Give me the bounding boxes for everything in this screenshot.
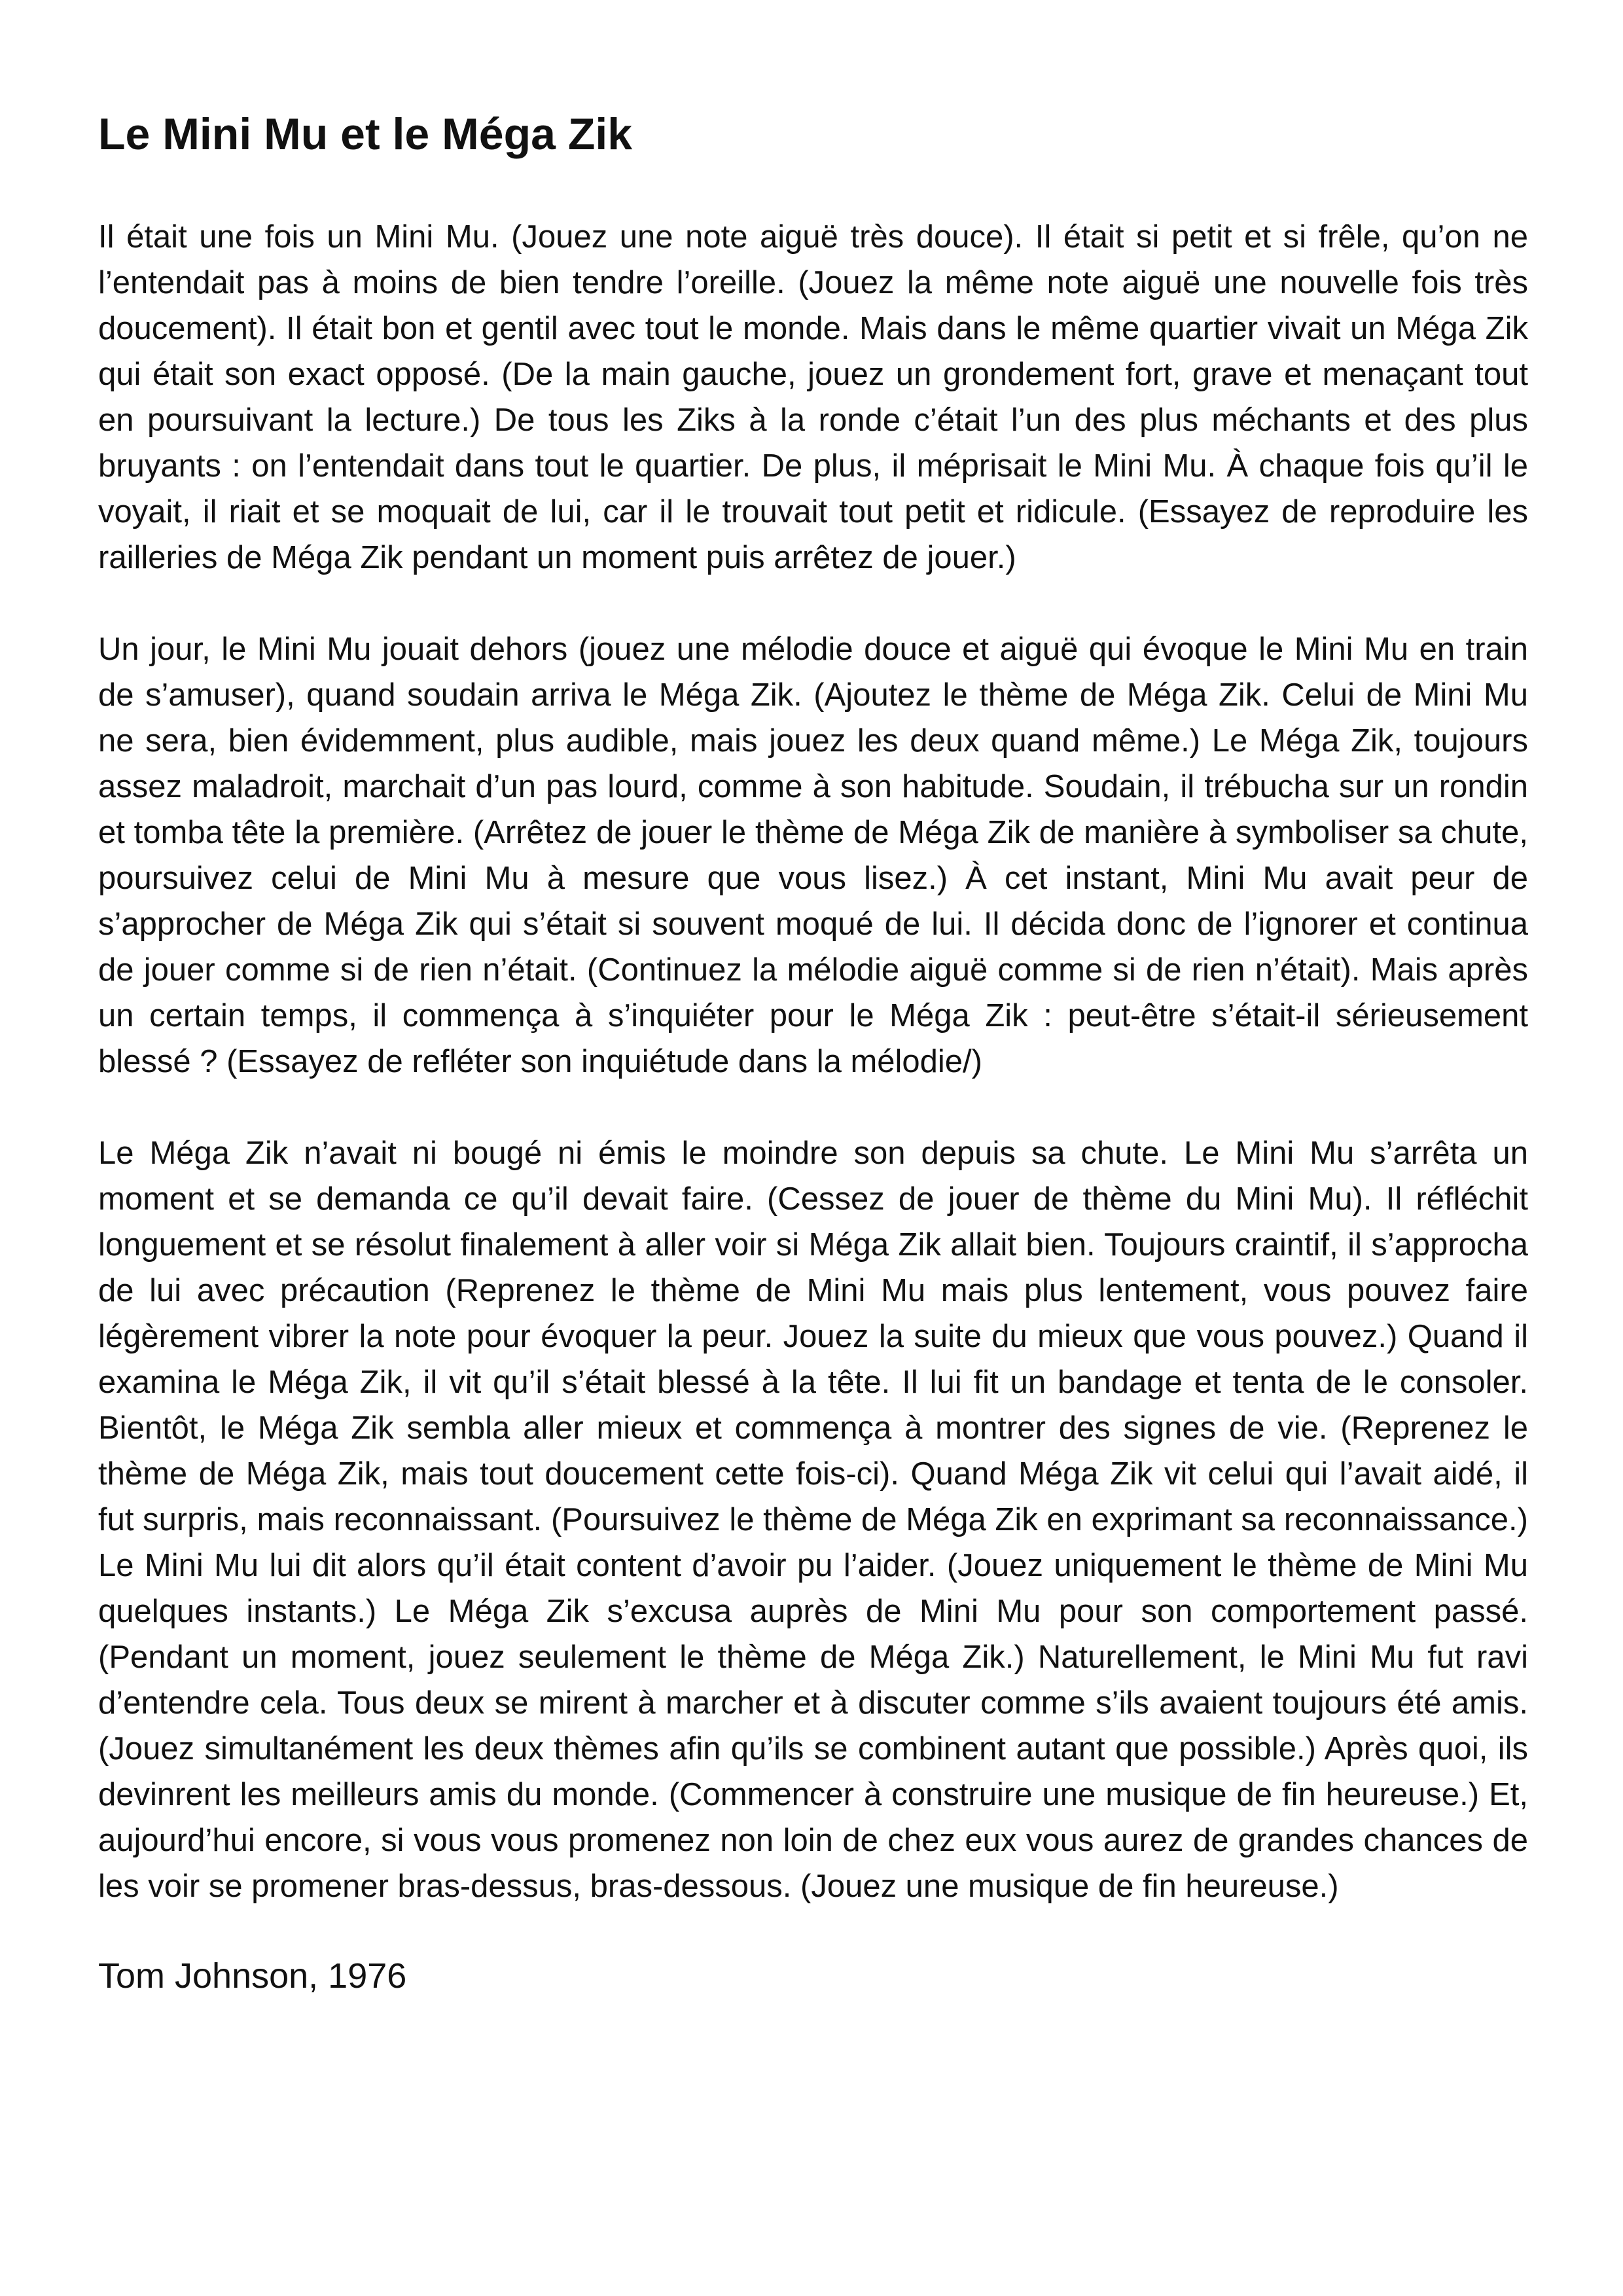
paragraph-3: Le Méga Zik n’avait ni bougé ni émis le moindre son depuis sa chute. Le Mini Mu s’arrêta un moment et se demanda ce qu’il devait faire. (Cessez de jouer de thème du Mini Mu). Il réfléchit longuement et se résolut finalement à aller voir si Méga Zik allait bien. Toujours craintif, il s’approcha de lui avec précaution (Reprenez le thème de Mini Mu mais plus lentement, vous pouvez faire légèrement vibrer la note pour évoquer la peur. Jouez la suite du mieux que vous pouvez.) Quand il examina le Méga Zik, il vit qu’il s’était blessé à la tête. Il lui fit un bandage et tenta de le consoler. Bientôt, le Méga Zik sembla aller mieux et commença à montrer des signes de vie. (Reprenez le thème de Méga Zik, mais tout doucement cette fois-ci). Quand Méga Zik vit celui qui l’avait aidé, il fut surpris, mais reconnaissant. (Poursuivez le thème de Méga Zik en exprimant sa reconnaissance.) Le Mini Mu lui dit alors qu’il était content d’avoir pu l’aider. (Jouez uniquement le thème de Mini Mu quelques instants.) Le Méga Zik s’excusa auprès de Mini Mu pour son comportement passé. (Pendant un moment, jouez seulement le thème de Méga Zik.) Naturellement, le Mini Mu fut ravi d’entendre cela. Tous deux se mirent à marcher et à discuter comme s’ils avaient toujours été amis. (Jouez simultanément les deux thèmes afin qu’ils se combinent autant que possible.) Après quoi, ils devinrent les meilleurs amis du monde. (Commencer à construire une musique de fin heureuse.) Et, aujourd’hui encore, si vous vous promenez non loin de chez eux vous aurez de grandes chances de les voir se promener bras-dessus, bras-dessous. (Jouez une musique de fin heureuse.) bbox=[98, 1135, 1528, 1904]
author-signature: Tom Johnson, 1976 bbox=[98, 1956, 407, 1996]
paragraph-1: Il était une fois un Mini Mu. (Jouez une note aiguë très douce). Il était si petit et si frêle, qu’on ne l’entendait pas à moins de bien tendre l’oreille. (Jouez la même note aiguë une nouvelle fois très doucement). Il était bon et gentil avec tout le monde. Mais dans le même quartier vivait un Méga Zik qui était son exact opposé. (De la main gauche, jouez un grondement fort, grave et menaçant tout en poursuivant la lecture.) De tous les Ziks à la ronde c’était l’un des plus méchants et des plus bruyants : on l’entendait dans tout le quartier. De plus, il méprisait le Mini Mu. À chaque fois qu’il le voyait, il riait et se moquait de lui, car il le trouvait tout petit et ridicule. (Essayez de reproduire les railleries de Méga Zik pendant un moment puis arrêtez de jouer.) bbox=[98, 219, 1528, 575]
document-title: Le Mini Mu et le Méga Zik bbox=[98, 109, 633, 159]
paragraph-2: Un jour, le Mini Mu jouait dehors (jouez une mélodie douce et aiguë qui évoque le Mini Mu en train de s’amuser), quand soudain arriva le Méga Zik. (Ajoutez le thème de Méga Zik. Celui de Mini Mu ne sera, bien évidemment, plus audible, mais jouez les deux quand même.) Le Méga Zik, toujours assez maladroit, marchait d’un pas lourd, comme à son habitude. Soudain, il trébucha sur un rondin et tomba tête la première. (Arrêtez de jouer le thème de Méga Zik de manière à symboliser sa chute, poursuivez celui de Mini Mu à mesure que vous lisez.) À cet instant, Mini Mu avait peur de s’approcher de Méga Zik qui s’était si souvent moqué de lui. Il décida donc de l’ignorer et continua de jouer comme si de rien n’était. (Continuez la mélodie aiguë comme si de rien n’était). Mais après un certain temps, il commença à s’inquiéter pour le Méga Zik : peut-être s’était-il sérieusement blessé ? (Essayez de refléter son inquiétude dans la mélodie/) bbox=[98, 631, 1528, 1079]
document-page bbox=[98, 108, 1528, 1997]
